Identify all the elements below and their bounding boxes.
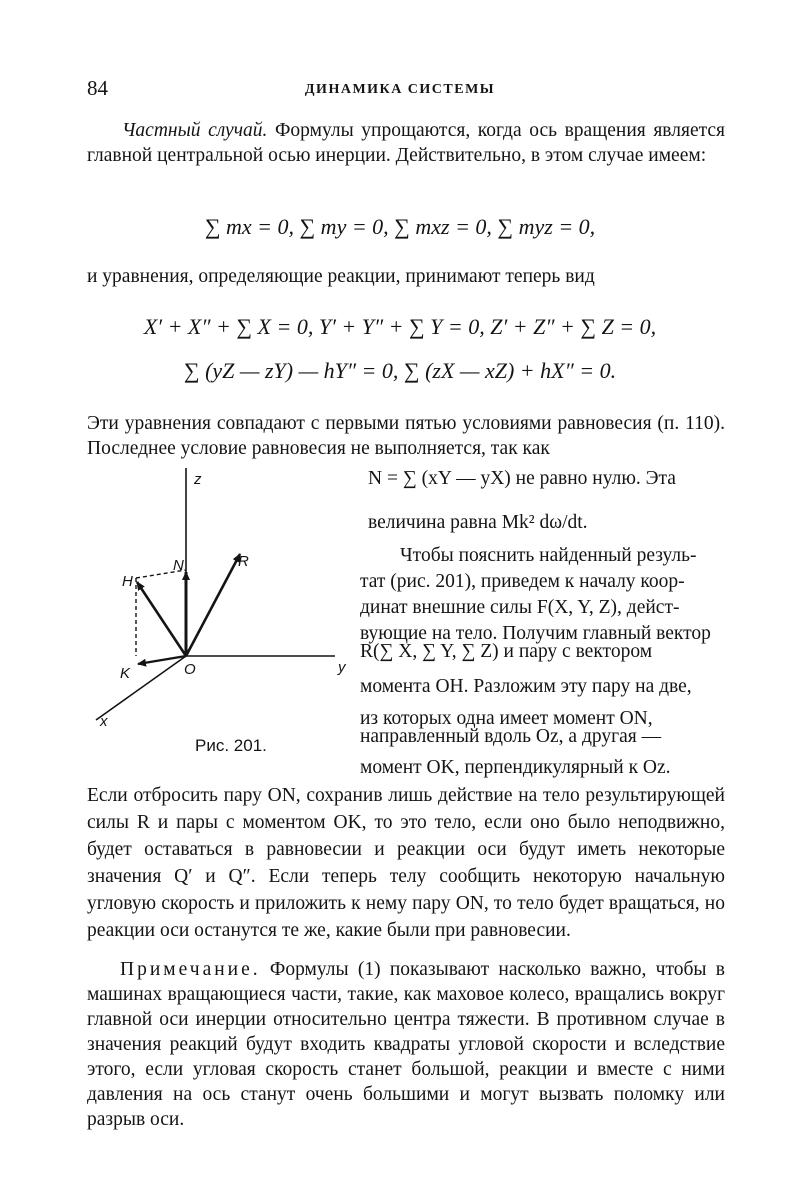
special-case-text: Формулы упрощаются, когда ось вращения является главной центральной осью инерции. Действительно, в этом случае имеем: xyxy=(87,120,725,166)
label-n: N xyxy=(173,557,184,574)
page-number: 84 xyxy=(87,76,108,100)
running-title: ДИНАМИКА СИСТЕМЫ xyxy=(304,82,496,97)
paragraph-discard-pair: Если отбросить пару ON, сохранив лишь действие на тело результирующей силы R и пары с моментом OK, то это тело, если оно было неподвижно, будет оставаться в равновесии и реакции оси будут иметь некоторые значения Q′ и Q″. Если теперь телу сообщить некоторую начальную угловую скорость и приложить к нему пару ON, то тело будет вращаться, но реакции оси останутся те же, какие были при равновесии. xyxy=(87,785,725,941)
label-x: x xyxy=(100,713,108,730)
note-text: Формулы (1) показывают насколько важно, чтобы в машинах вращающиеся части, такие, как маховое колесо, вращались вокруг главной оси инерции относительно центра тяжести. В противном случае в значения реакций будут входить квадраты угловой скорости и вследствие этого, если угловая скорость станет большой, реакции и вместе с ними давления на ось станут очень большими и могут вызвать поломку или разрыв оси. xyxy=(87,959,725,1130)
right-col-line-10: направленный вдоль Oz, а другая — xyxy=(360,726,662,747)
right-col-line-8: момента OH. Разложим эту пару на две, xyxy=(360,676,692,697)
right-col-line-7: R(∑ X, ∑ Y, ∑ Z) и пару с вектором xyxy=(360,641,653,662)
special-case-lead: Частный случай. xyxy=(122,120,268,141)
label-origin: O xyxy=(184,661,196,678)
equation-sums-zero: ∑ mx = 0, ∑ my = 0, ∑ mxz = 0, ∑ myz = 0, xyxy=(204,214,596,239)
equation-moment-balance: ∑ (yZ — zY) — hY″ = 0, ∑ (zX — xZ) + hX″ = 0. xyxy=(183,358,617,383)
paragraph-note xyxy=(87,957,725,1132)
right-col-line-2: величина равна Mk² dω/dt. xyxy=(368,512,588,533)
right-col-line-1: N = ∑ (xY — yX) не равно нулю. Эта xyxy=(368,468,676,489)
equation-force-balance: X′ + X″ + ∑ X = 0, Y′ + Y″ + ∑ Y = 0, Z′ + Z″ + ∑ Z = 0, xyxy=(143,314,657,339)
right-col-line-5: динат внешние силы F(X, Y, Z), дейст- xyxy=(360,597,680,618)
right-col-line-6: вующие на тело. Получим главный вектор xyxy=(360,623,711,644)
label-y: y xyxy=(338,659,346,676)
label-z: z xyxy=(194,471,202,488)
right-col-line-11: момент OK, перпендикулярный к Oz. xyxy=(360,757,671,778)
label-r: R xyxy=(238,553,249,570)
right-col-line-9: из которых одна имеет момент ON, xyxy=(360,708,653,729)
vector-r xyxy=(186,554,240,656)
right-col-line-3: Чтобы пояснить найденный резуль- xyxy=(400,545,697,566)
paragraph-equilibrium: Эти уравнения совпадают с первыми пятью условиями равновесия (п. 110). Последнее условие равновесия не выполняется, так как xyxy=(87,413,725,459)
figure-201 xyxy=(80,462,370,742)
paragraph-special-case xyxy=(87,118,725,168)
right-col-line-4: тат (рис. 201), приведем к началу коор- xyxy=(360,571,685,592)
x-axis xyxy=(96,656,186,720)
vector-oh xyxy=(137,582,186,656)
label-h: H xyxy=(122,573,133,590)
label-k: K xyxy=(120,665,131,682)
note-lead: Примечание. xyxy=(120,959,261,980)
figure-caption: Рис. 201. xyxy=(195,736,267,755)
paragraph-reactions-intro: и уравнения, определяющие реакции, принимают теперь вид xyxy=(87,266,595,287)
vector-ok xyxy=(138,656,186,664)
